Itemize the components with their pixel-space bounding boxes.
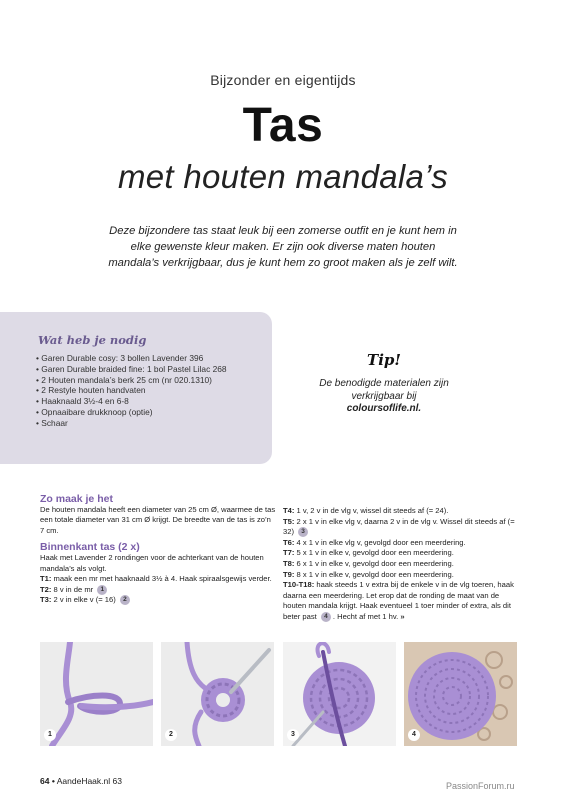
round-label: T1:	[40, 574, 52, 584]
round-text: 8 v in de mr	[51, 584, 94, 594]
round-t6	[283, 538, 523, 549]
round-text: 8 x 1 v in elke v, gevolgd door een meerdering.	[294, 569, 454, 579]
materials-item: • 2 Restyle houten handvaten	[36, 385, 266, 396]
photo-ref-badge: 1	[97, 585, 107, 595]
photo-number: 2	[165, 729, 177, 741]
tip-body: De benodigde materialen zijn verkrijgbaar bij	[319, 378, 449, 402]
photo-number: 1	[44, 729, 56, 741]
page-title: Tas	[242, 99, 324, 152]
round-label: T8:	[283, 558, 295, 568]
round-t2	[40, 585, 276, 596]
round-t1	[40, 574, 276, 585]
round-text: 1 v, 2 v in de vlg v, wissel dit steeds af (= 24).	[294, 506, 449, 515]
photo-number: 4	[408, 729, 420, 741]
crochet-circle-image	[283, 642, 396, 746]
howto-text: De houten mandala heeft een diameter van 25 cm Ø, waarmee de tas een totale diameter van 31 cm Ø krijgt. De breedte van de tas is zo’n 7 cm.	[40, 504, 276, 535]
round-text: haak steeds 1 v extra bij de enkele v in de vlg toeren, haak daarna een meerdering. Let erop dat de ronding de maat van de houten mandala krijgt. Haak eventueel 1 toer minder of extra, als dit beter past	[283, 580, 514, 621]
page-number: 64	[40, 776, 50, 786]
footer-bullet: •	[51, 776, 55, 786]
materials-item: • Schaar	[36, 418, 266, 429]
round-label: T5:	[283, 516, 295, 526]
round-t4	[283, 506, 523, 517]
continue-arrow-icon: »	[400, 611, 405, 621]
photo-ref-badge: 2	[120, 595, 130, 605]
materials-item: • 2 Houten mandala’s berk 25 cm (nr 020.1310)	[36, 375, 266, 386]
instructions-left-column	[40, 494, 276, 606]
round-text: 5 x 1 v in elke v, gevolgd door een meerdering.	[294, 548, 454, 558]
round-t10-t18	[283, 580, 523, 622]
round-label: T3:	[40, 595, 52, 605]
instructions-right-column	[283, 506, 523, 623]
round-text: 2 v in elke v (= 16)	[51, 595, 116, 605]
materials-item: • Haaknaald 3½-4 en 6-8	[36, 396, 266, 407]
round-text: 2 x 1 v in elke vlg v, daarna 2 v in de vlg v. Wissel dit steeds af (= 32)	[283, 516, 515, 537]
yarn-loop-image	[40, 642, 153, 746]
page-footer	[40, 776, 122, 786]
round-text: 4 x 1 v in elke vlg v, gevolgd door een meerdering.	[294, 537, 466, 547]
round-label: T2:	[40, 584, 52, 594]
page-subtitle: met houten mandala’s	[117, 158, 449, 195]
kicker: Bijzonder en eigentijds	[210, 72, 356, 88]
round-text: . Hecht af met 1 hv.	[332, 611, 399, 621]
round-text: 6 x 1 v in elke v, gevolgd door een meerdering.	[294, 558, 454, 568]
tip-text	[314, 378, 454, 416]
tip-link[interactable]: coloursoflife.nl.	[346, 403, 422, 414]
crochet-start-image	[161, 642, 274, 746]
issue-label: AandeHaak.nl 63	[56, 776, 122, 786]
watermark: PassionForum.ru	[446, 781, 515, 791]
round-t7	[283, 548, 523, 559]
intro-text: Deze bijzondere tas staat leuk bij een zomerse outfit en je kunt hem in elke gewenste kleur maken. Er zijn ook diverse maten houten mandala’s verkrijgbaar, dus je kunt hem zo groot maken als je zelf wilt.	[108, 225, 458, 269]
round-t9	[283, 570, 523, 581]
step-photo-4	[404, 642, 517, 746]
materials-item: • Garen Durable cosy: 3 bollen Lavender 396	[36, 353, 266, 364]
round-t8	[283, 559, 523, 570]
materials-list	[36, 353, 266, 429]
materials-item: • Garen Durable braided fine: 1 bol Pastel Lilac 268	[36, 364, 266, 375]
finished-circle-image	[404, 642, 517, 746]
howto-heading: Zo maak je het	[40, 493, 113, 505]
round-t5	[283, 517, 523, 538]
round-text: maak een mr met haaknaald 3½ à 4. Haak spiraalsgewijs verder.	[51, 574, 272, 584]
photo-number: 3	[287, 729, 299, 741]
step-photo-2	[161, 642, 274, 746]
round-label: T4:	[283, 506, 295, 515]
round-label: T9:	[283, 569, 295, 579]
materials-item: • Opnaaibare drukknoop (optie)	[36, 407, 266, 418]
step-photo-1	[40, 642, 153, 746]
photo-ref-badge: 4	[321, 612, 331, 622]
round-label: T10-T18:	[283, 580, 315, 590]
round-t3	[40, 595, 276, 606]
inner-heading: Binnenkant tas (2 x)	[40, 541, 140, 554]
tip-title: Tip!	[367, 351, 401, 369]
materials-title: Wat heb je nodig	[38, 333, 147, 347]
round-label: T6:	[283, 537, 295, 547]
photo-ref-badge: 3	[298, 527, 308, 537]
step-photo-3	[283, 642, 396, 746]
round-label: T7:	[283, 548, 295, 558]
inner-text: Haak met Lavender 2 rondingen voor de achterkant van de houten mandala’s als volgt.	[40, 552, 264, 573]
